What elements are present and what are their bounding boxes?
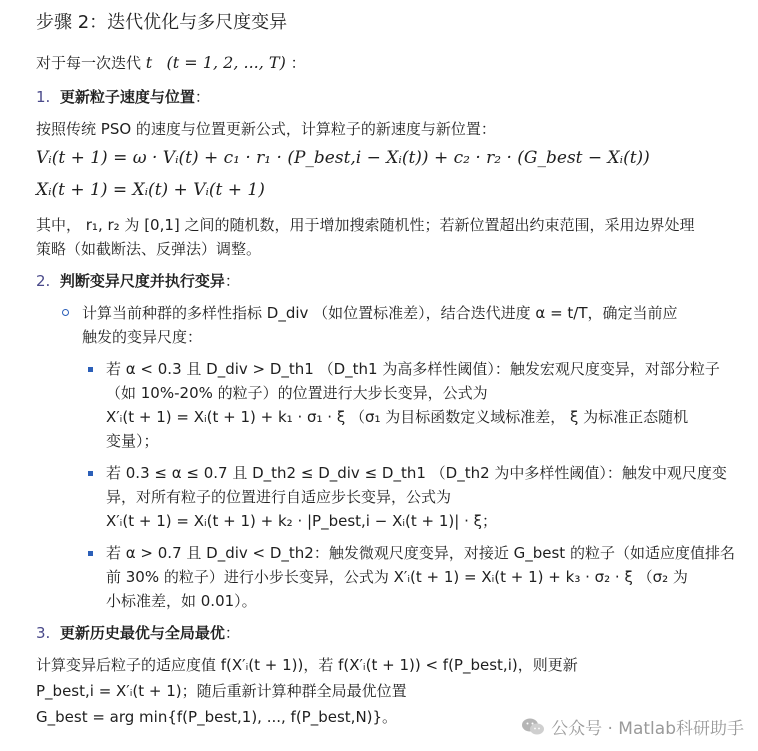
case-2-line-2: 异，对所有粒子的位置进行自适应步长变异，公式为: [106, 488, 452, 506]
item-1-desc: 按照传统 PSO 的速度与位置更新公式，计算粒子的新速度与新位置：: [36, 120, 496, 138]
case-1-bullet: [88, 367, 93, 372]
watermark: [521, 714, 744, 739]
intro-colon: ：: [290, 54, 306, 72]
item-3-line-1: 计算变异后粒子的适应度值 f(X′ᵢ(t + 1))，若 f(X′ᵢ(t + 1)) < f(P_best,i)，则更新: [36, 656, 578, 674]
item-1-note-line-1: 其中， r₁, r₂ 为 [0,1] 之间的随机数，用于增加搜索随机性；若新位置超出约束范围，采用边界处理: [36, 216, 695, 234]
item-1-colon: ：: [194, 88, 210, 106]
step-heading: 步骤 2：迭代优化与多尺度变异: [36, 12, 288, 33]
case-1-line-1: 若 α < 0.3 且 D_div > D_th1 （D_th1 为高多样性阈值）：触发宏观尺度变异，对部分粒子: [106, 360, 720, 378]
position-formula: Xᵢ(t + 1) = Xᵢ(t) + Vᵢ(t + 1): [36, 180, 265, 200]
wechat-icon: [521, 717, 545, 737]
item-3-number: 3.: [36, 624, 51, 642]
item-3-line-2: P_best,i = X′ᵢ(t + 1)；随后重新计算种群全局最优位置: [36, 682, 407, 700]
item-3-line-3: G_best = arg min{f(P_best,1), ..., f(P_best,N)}。: [36, 708, 398, 726]
case-2-bullet: [88, 471, 93, 476]
item-2-sub-line-1: 计算当前种群的多样性指标 D_div （如位置标准差），结合迭代进度 α = t/T，确定当前应: [82, 304, 678, 322]
intro-text: 对于每一次迭代: [36, 54, 142, 72]
case-3-line-3: 小标准差，如 0.01）。: [106, 592, 257, 610]
item-2-title-line: [36, 270, 240, 292]
item-2-number: 2.: [36, 272, 51, 290]
case-1-line-2: （如 10%-20% 的粒子）的位置进行大步长变异，公式为: [106, 384, 488, 402]
item-2-sub-line-2: 触发的变异尺度：: [82, 328, 203, 346]
item-2-title: 判断变异尺度并执行变异: [59, 272, 225, 290]
item-2-colon: ：: [224, 272, 240, 290]
item-1-number: 1.: [36, 88, 51, 106]
case-2-line-3: X′ᵢ(t + 1) = Xᵢ(t + 1) + k₂ · |P_best,i − Xᵢ(t + 1)| · ξ；: [106, 512, 497, 530]
item-1-title: 更新粒子速度与位置: [59, 88, 195, 106]
case-2-line-1: 若 0.3 ≤ α ≤ 0.7 且 D_th2 ≤ D_div ≤ D_th1 （D_th2 为中多样性阈值）：触发中观尺度变: [106, 464, 727, 482]
case-3-bullet: [88, 551, 93, 556]
item-1-note-line-2: 策略（如截断法、反弹法）调整。: [36, 240, 262, 258]
case-3-line-1: 若 α > 0.7 且 D_div < D_th2：触发微观尺度变异，对接近 G_best 的粒子（如适应度值排名: [106, 544, 735, 562]
intro-math-range: (t = 1, 2, ..., T): [166, 53, 286, 72]
item-3-colon: ：: [224, 624, 240, 642]
item-1-title-line: [36, 86, 210, 108]
case-3-line-2: 前 30% 的粒子）进行小步长变异，公式为 X′ᵢ(t + 1) = Xᵢ(t + 1) + k₃ · σ₂ · ξ （σ₂ 为: [106, 568, 688, 586]
intro-line: [36, 52, 306, 74]
case-1-line-3: X′ᵢ(t + 1) = Xᵢ(t + 1) + k₁ · σ₁ · ξ （σ₁ 为目标函数定义域标准差， ξ 为标准正态随机: [106, 408, 689, 426]
case-1-line-4: 变量）；: [106, 432, 159, 450]
item-3-title-line: [36, 622, 240, 644]
watermark-text: 公众号 · Matlab科研助手: [551, 719, 744, 739]
intro-math-t: t: [145, 53, 153, 72]
sub-bullet-circle: [62, 309, 69, 316]
item-3-title: 更新历史最优与全局最优: [59, 624, 225, 642]
velocity-formula: Vᵢ(t + 1) = ω · Vᵢ(t) + c₁ · r₁ · (P_best,i − Xᵢ(t)) + c₂ · r₂ · (G_best − Xᵢ(t)): [36, 148, 650, 168]
